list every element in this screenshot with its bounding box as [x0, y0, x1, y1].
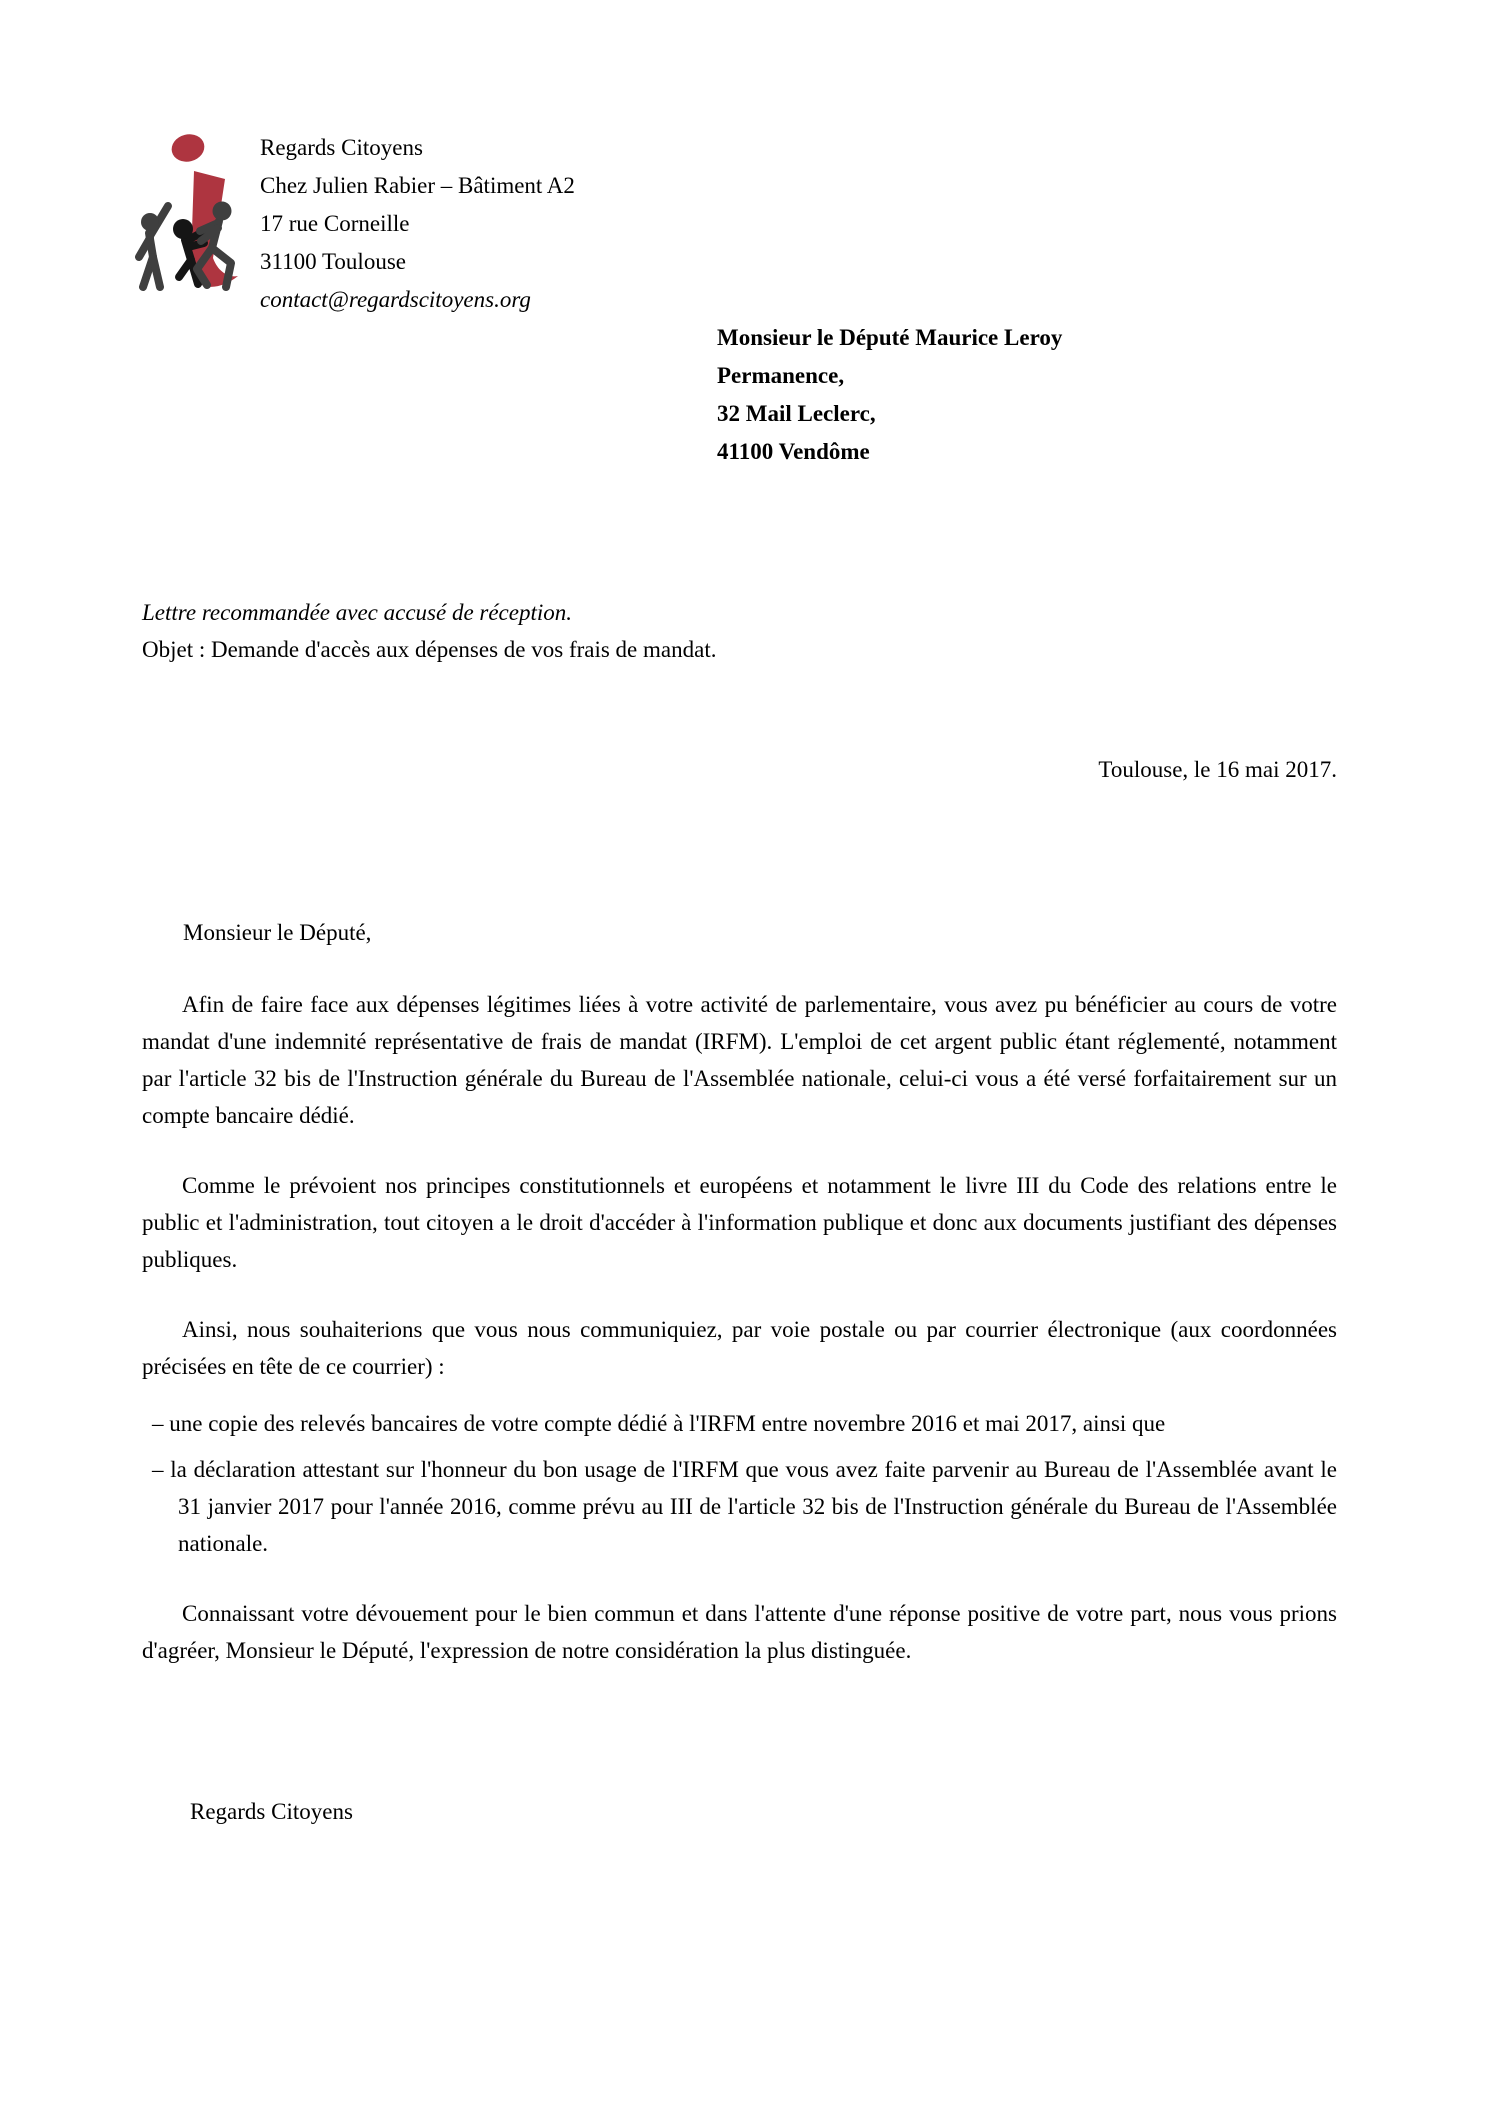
- request-list: [142, 1405, 1337, 1562]
- signature: Regards Citoyens: [190, 1799, 353, 1824]
- body-paragraph-3: Ainsi, nous souhaiterions que vous nous communiquiez, par voie postale ou par courrier électronique (aux coordonnées précisées en tête de ce courrier) :: [142, 1317, 1337, 1379]
- reference-block: [142, 594, 716, 668]
- recipient-block: [717, 319, 1062, 471]
- body-paragraph-1: Afin de faire face aux dépenses légitimes liées à votre activité de parlementaire, vous avez pu bénéficier au cours de votre mandat d'une indemnité représentative de frais de mandat (IRFM). L'emploi de cet argent public étant réglementé, notamment par l'article 32 bis de l'Instruction générale du Bureau de l'Assemblée nationale, celui-ci vous a été versé forfaitairement sur un compte bancaire dédié.: [142, 992, 1337, 1128]
- closing-paragraph: Connaissant votre dévouement pour le bien commun et dans l'attente d'une réponse positive de votre part, nous vous prions d'agréer, Monsieur le Député, l'expression de notre considération la plus distinguée.: [142, 1601, 1337, 1663]
- list-item-bank-statements: – une copie des relevés bancaires de votre compte dédié à l'IRFM entre novembre 2016 et mai 2017, ainsi que: [152, 1411, 1166, 1436]
- recipient-address-line-2: 32 Mail Leclerc,: [717, 401, 876, 426]
- registered-mail-mention: Lettre recommandée avec accusé de réception.: [142, 600, 573, 625]
- body-paragraph-2: Comme le prévoient nos principes constitutionnels et européens et notamment le livre III du Code des relations entre le public et l'administration, tout citoyen a le droit d'accéder à l'information publique et donc aux documents justifiant des dépenses publiques.: [142, 1173, 1337, 1272]
- recipient-address-line-3: 41100 Vendôme: [717, 439, 870, 464]
- sender-email: contact@regardscitoyens.org: [260, 287, 531, 312]
- sender-address-line-2: 17 rue Corneille: [260, 211, 410, 236]
- recipient-address-line-1: Permanence,: [717, 363, 845, 388]
- list-item-declaration: – la déclaration attestant sur l'honneur du bon usage de l'IRFM que vous avez faite parvenir au Bureau de l'Assemblée avant le 31 janvier 2017 pour l'année 2016, comme prévu au III de l'article 32 bis de l'Instruction générale du Bureau de l'Assemblée nationale.: [152, 1457, 1337, 1556]
- salutation: Monsieur le Député,: [183, 920, 372, 945]
- regards-citoyens-logo: [134, 126, 244, 298]
- subject-line: Objet : Demande d'accès aux dépenses de vos frais de mandat.: [142, 637, 717, 662]
- date-line: Toulouse, le 16 mai 2017.: [1098, 757, 1337, 782]
- sender-address-line-3: 31100 Toulouse: [260, 249, 406, 274]
- letter-body: [142, 986, 1337, 1702]
- sender-address-line-1: Chez Julien Rabier – Bâtiment A2: [260, 173, 575, 198]
- sender-name: Regards Citoyens: [260, 135, 423, 160]
- regards-citoyens-logo-icon: [134, 126, 244, 298]
- sender-block: [260, 129, 575, 319]
- recipient-name: Monsieur le Député Maurice Leroy: [717, 325, 1063, 350]
